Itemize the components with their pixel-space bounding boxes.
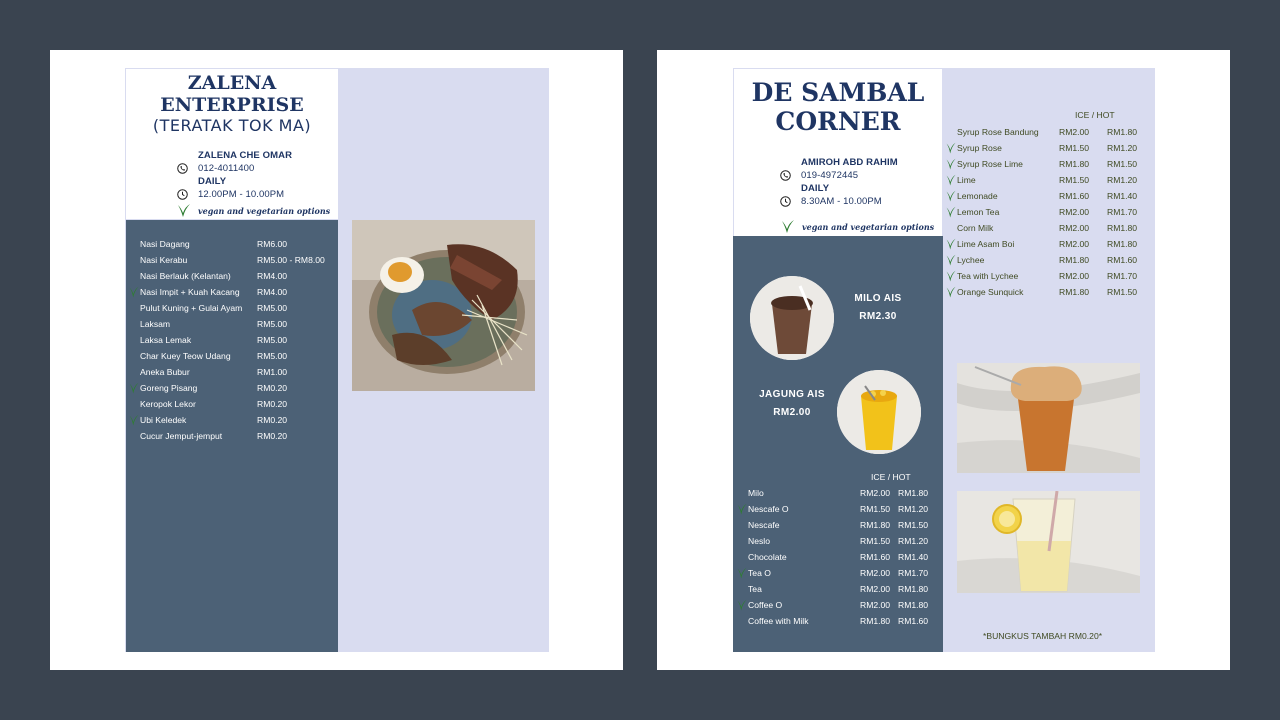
cold-drink-row <box>957 172 1147 188</box>
leaf-icon <box>946 142 956 154</box>
cold-drink-row <box>957 204 1147 220</box>
item-price-ice: RM1.80 <box>1059 255 1090 265</box>
item-price-hot: RM1.60 <box>1107 255 1138 265</box>
nasi-kerabu-photo <box>352 220 535 391</box>
clock-icon <box>176 189 188 200</box>
opening-days: DAILY <box>801 183 830 194</box>
item-name: Nasi Kerabu <box>140 255 188 265</box>
item-name: Nasi Impit + Kuah Kacang <box>140 287 240 297</box>
ice-hot-header: ICE / HOT <box>1075 110 1115 120</box>
restaurant-subtitle: (TERATAK TOK MA) <box>152 116 312 135</box>
cold-drink-row <box>957 268 1147 284</box>
item-price-hot: RM1.80 <box>1107 223 1138 233</box>
item-price-hot: RM1.70 <box>1107 271 1138 281</box>
item-price-hot: RM1.50 <box>1107 287 1138 297</box>
cold-drinks-list <box>957 124 1147 300</box>
phone-number: 012-4011400 <box>198 163 255 174</box>
item-name: Nescafe <box>748 520 780 530</box>
item-price-price: RM0.20 <box>257 431 288 441</box>
item-price-ice: RM1.60 <box>1059 191 1090 201</box>
item-price-ice: RM1.80 <box>1059 159 1090 169</box>
jagung-ais-photo <box>837 370 921 454</box>
item-price-ice: RM2.00 <box>1059 127 1090 137</box>
feature-name: JAGUNG AIS <box>759 389 825 400</box>
item-price-ice: RM2.00 <box>860 584 891 594</box>
item-price-hot: RM1.40 <box>1107 191 1138 201</box>
item-price-hot: RM1.20 <box>898 504 929 514</box>
item-price-price: RM4.00 <box>257 271 288 281</box>
item-name: Syrup Rose Lime <box>957 159 1023 169</box>
food-menu-list <box>140 236 338 444</box>
leaf-icon <box>946 286 956 298</box>
item-price-hot: RM1.20 <box>1107 175 1138 185</box>
leaf-icon <box>176 202 192 218</box>
lemon-drink-photo <box>957 491 1140 593</box>
item-price-hot: RM1.70 <box>1107 207 1138 217</box>
hot-drink-row <box>748 517 938 533</box>
item-price-ice: RM2.00 <box>860 568 891 578</box>
item-price-hot: RM1.50 <box>898 520 929 530</box>
item-price-ice: RM2.00 <box>1059 271 1090 281</box>
cold-drink-row <box>957 252 1147 268</box>
hot-drink-row <box>748 501 938 517</box>
item-name: Tea <box>748 584 762 594</box>
cold-drink-row <box>957 220 1147 236</box>
item-price-hot: RM1.80 <box>898 584 929 594</box>
clock-icon <box>779 196 791 207</box>
leaf-icon <box>946 206 956 218</box>
leaf-icon <box>946 190 956 202</box>
cold-drink-row <box>957 140 1147 156</box>
leaf-icon <box>129 414 139 426</box>
item-price-hot: RM1.80 <box>1107 127 1138 137</box>
item-price-price: RM5.00 - RM8.00 <box>257 255 325 265</box>
item-name: Coffee O <box>748 600 783 610</box>
item-price-ice: RM1.50 <box>1059 175 1090 185</box>
item-name: Lemon Tea <box>957 207 1000 217</box>
item-name: Laksa Lemak <box>140 335 192 345</box>
item-price-hot: RM1.20 <box>898 536 929 546</box>
item-name: Corn Milk <box>957 223 994 233</box>
food-menu-row <box>140 284 338 300</box>
leaf-icon <box>737 567 747 579</box>
item-name: Chocolate <box>748 552 787 562</box>
opening-hours: 12.00PM - 10.00PM <box>198 189 285 200</box>
phone-icon <box>779 170 791 181</box>
item-name: Aneka Bubur <box>140 367 190 377</box>
leaf-icon <box>129 286 139 298</box>
hot-drink-row <box>748 565 938 581</box>
leaf-icon <box>946 158 956 170</box>
item-price-price: RM0.20 <box>257 383 288 393</box>
item-price-price: RM5.00 <box>257 351 288 361</box>
item-price-price: RM6.00 <box>257 239 288 249</box>
item-price-ice: RM1.80 <box>860 520 891 530</box>
cold-drink-row <box>957 188 1147 204</box>
item-price-hot: RM1.80 <box>898 488 929 498</box>
item-price-hot: RM1.50 <box>1107 159 1138 169</box>
item-price-hot: RM1.20 <box>1107 143 1138 153</box>
leaf-icon <box>946 174 956 186</box>
leaf-icon <box>129 382 139 394</box>
vegan-note: vegan and vegetarian options <box>198 206 331 216</box>
title-line-2: CORNER <box>775 107 901 136</box>
leaf-icon <box>946 254 956 266</box>
menu-slide-de-sambal <box>657 50 1230 670</box>
restaurant-title <box>126 72 338 116</box>
teh-tarik-photo <box>957 363 1140 473</box>
item-price-ice: RM2.00 <box>1059 223 1090 233</box>
owner-name: ZALENA CHE OMAR <box>198 150 293 161</box>
item-name: Nasi Berlauk (Kelantan) <box>140 271 231 281</box>
feature-price: RM2.00 <box>773 407 811 418</box>
item-price-hot: RM1.70 <box>898 568 929 578</box>
item-name: Orange Sunquick <box>957 287 1024 297</box>
food-menu-row <box>140 412 338 428</box>
leaf-icon <box>946 270 956 282</box>
item-price-ice: RM1.50 <box>860 504 891 514</box>
food-menu-row <box>140 380 338 396</box>
item-name: Neslo <box>748 536 770 546</box>
item-name: Cucur Jemput-jemput <box>140 431 223 441</box>
opening-days: DAILY <box>198 176 227 187</box>
milo-ais-photo <box>750 276 834 360</box>
item-price-price: RM5.00 <box>257 335 288 345</box>
item-price-hot: RM1.40 <box>898 552 929 562</box>
item-price-price: RM5.00 <box>257 319 288 329</box>
food-menu-row <box>140 364 338 380</box>
food-menu-row <box>140 428 338 444</box>
title-line-1: ZALENA <box>187 72 277 94</box>
item-name: Lychee <box>957 255 985 265</box>
leaf-icon <box>737 599 747 611</box>
item-name: Lime Asam Boi <box>957 239 1015 249</box>
ice-hot-header-dark: ICE / HOT <box>871 472 911 482</box>
food-menu-row <box>140 348 338 364</box>
item-name: Laksam <box>140 319 171 329</box>
item-name: Tea with Lychee <box>957 271 1019 281</box>
title-line-2: ENTERPRISE <box>160 94 304 116</box>
item-price-ice: RM1.60 <box>860 552 891 562</box>
item-name: Keropok Lekor <box>140 399 196 409</box>
item-name: Lemonade <box>957 191 998 201</box>
food-menu-row <box>140 268 338 284</box>
hot-drink-row <box>748 613 938 629</box>
food-menu-row <box>140 300 338 316</box>
feature-price: RM2.30 <box>859 311 897 322</box>
title-line-1: DE SAMBAL <box>751 78 925 107</box>
item-price-price: RM1.00 <box>257 367 288 377</box>
item-name: Syrup Rose Bandung <box>957 127 1039 137</box>
leaf-icon <box>780 218 796 234</box>
item-price-ice: RM1.80 <box>1059 287 1090 297</box>
feature-milo-ais <box>843 290 913 326</box>
cold-drink-row <box>957 156 1147 172</box>
hot-drink-row <box>748 581 938 597</box>
item-name: Pulut Kuning + Gulai Ayam <box>140 303 243 313</box>
item-price-ice: RM2.00 <box>860 488 891 498</box>
item-name: Milo <box>748 488 764 498</box>
item-name: Coffee with Milk <box>748 616 809 626</box>
item-price-ice: RM1.50 <box>860 536 891 546</box>
leaf-icon <box>737 503 747 515</box>
item-name: Syrup Rose <box>957 143 1002 153</box>
leaf-icon <box>946 238 956 250</box>
menu-slide-zalena <box>50 50 623 670</box>
contact-block <box>779 156 898 208</box>
item-name: Ubi Keledek <box>140 415 187 425</box>
item-price-price: RM4.00 <box>257 287 288 297</box>
item-price-price: RM5.00 <box>257 303 288 313</box>
hot-drinks-list <box>748 485 938 629</box>
item-price-ice: RM2.00 <box>1059 239 1090 249</box>
item-price-price: RM0.20 <box>257 415 288 425</box>
food-menu-row <box>140 396 338 412</box>
item-price-ice: RM1.50 <box>1059 143 1090 153</box>
item-price-hot: RM1.60 <box>898 616 929 626</box>
item-price-ice: RM1.80 <box>860 616 891 626</box>
item-price-hot: RM1.80 <box>898 600 929 610</box>
item-name: Lime <box>957 175 976 185</box>
item-price-ice: RM2.00 <box>1059 207 1090 217</box>
item-price-ice: RM2.00 <box>860 600 891 610</box>
hot-drink-row <box>748 549 938 565</box>
feature-jagung-ais <box>754 386 830 422</box>
phone-icon <box>176 163 188 174</box>
item-price-hot: RM1.80 <box>1107 239 1138 249</box>
cold-drink-row <box>957 124 1147 140</box>
vegan-legend <box>176 202 330 218</box>
hot-drink-row <box>748 597 938 613</box>
feature-name: MILO AIS <box>854 293 902 304</box>
food-menu-row <box>140 316 338 332</box>
hot-drink-row <box>748 533 938 549</box>
opening-hours: 8.30AM - 10.00PM <box>801 196 882 207</box>
restaurant-title <box>734 78 942 136</box>
food-menu-row <box>140 236 338 252</box>
food-menu-row <box>140 332 338 348</box>
item-price-price: RM0.20 <box>257 399 288 409</box>
food-menu-row <box>140 252 338 268</box>
cold-drink-row <box>957 236 1147 252</box>
item-name: Nasi Dagang <box>140 239 190 249</box>
takeaway-footnote: *BUNGKUS TAMBAH RM0.20* <box>983 631 1103 641</box>
vegan-note: vegan and vegetarian options <box>802 222 935 232</box>
vegan-legend <box>780 218 934 234</box>
cold-drink-row <box>957 284 1147 300</box>
hot-drink-row <box>748 485 938 501</box>
owner-name: AMIROH ABD RAHIM <box>801 157 898 168</box>
item-name: Tea O <box>748 568 771 578</box>
item-name: Nescafe O <box>748 504 789 514</box>
phone-number: 019-4972445 <box>801 170 859 181</box>
item-name: Goreng Pisang <box>140 383 198 393</box>
contact-block <box>176 149 292 201</box>
item-name: Char Kuey Teow Udang <box>140 351 231 361</box>
